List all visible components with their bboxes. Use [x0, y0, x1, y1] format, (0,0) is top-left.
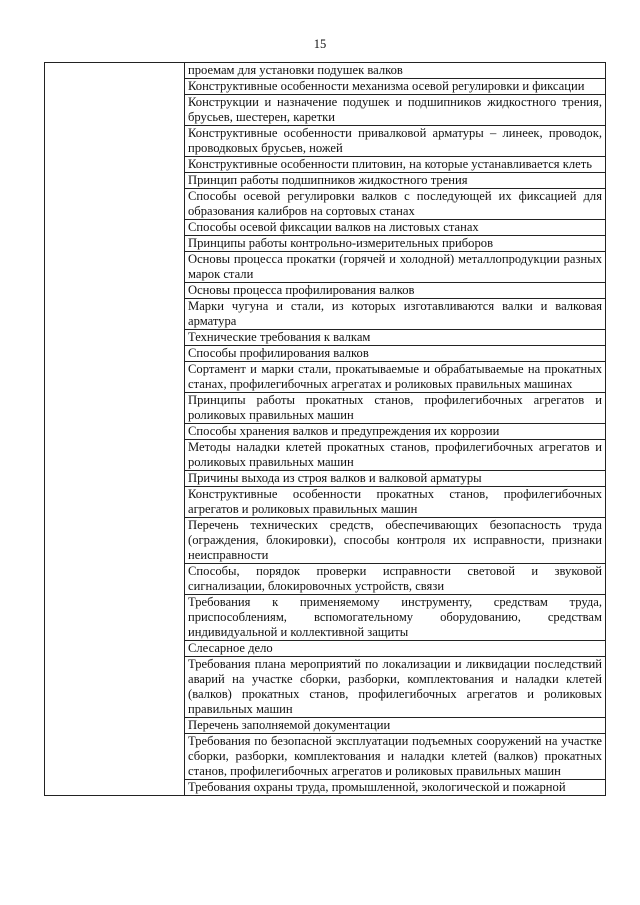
requirement-cell: Принцип работы подшипников жидкостного трения [185, 173, 606, 189]
page-number: 15 [313, 37, 327, 51]
empty-left-column-cell [45, 63, 185, 796]
requirement-cell: Конструктивные особенности механизма осевой регулировки и фиксации [185, 79, 606, 95]
requirement-cell: Перечень заполняемой документации [185, 718, 606, 734]
requirement-cell: Способы осевой регулировки валков с последующей их фиксацией для образования калибров на сортовых станах [185, 189, 606, 220]
requirement-cell: Конструкции и назначение подушек и подшипников жидкостного трения, брусьев, шестерен, каретки [185, 95, 606, 126]
requirement-cell: Конструктивные особенности плитовин, на которые устанавливается клеть [185, 157, 606, 173]
requirement-cell: Конструктивные особенности прокатных станов, профилегибочных агрегатов и роликовых правильных машин [185, 487, 606, 518]
requirement-cell: Принципы работы прокатных станов, профилегибочных агрегатов и роликовых правильных машин [185, 393, 606, 424]
requirement-cell: Причины выхода из строя валков и валковой арматуры [185, 471, 606, 487]
requirement-cell: Слесарное дело [185, 641, 606, 657]
requirement-cell: Марки чугуна и стали, из которых изготавливаются валки и валковая арматура [185, 299, 606, 330]
requirement-cell: Способы, порядок проверки исправности световой и звуковой сигнализации, блокировочных устройств, связи [185, 564, 606, 595]
requirement-cell: Основы процесса профилирования валков [185, 283, 606, 299]
requirement-cell: Требования по безопасной эксплуатации подъемных сооружений на участке сборки, разборки, комплектования и наладки клетей (валков) прокатных станов, профилегибочных агрегатов и роликовых правильных машин [185, 734, 606, 780]
requirement-cell: Способы хранения валков и предупреждения их коррозии [185, 424, 606, 440]
requirement-cell: Технические требования к валкам [185, 330, 606, 346]
requirement-cell: Требования плана мероприятий по локализации и ликвидации последствий аварий на участке сборки, разборки, комплектования и наладки клетей (валков) прокатных станов, профилегибочных агрегатов и роликовых правильных машин [185, 657, 606, 718]
requirement-cell: проемам для установки подушек валков [185, 63, 606, 79]
requirement-cell: Принципы работы контрольно-измерительных приборов [185, 236, 606, 252]
requirement-cell: Требования к применяемому инструменту, средствам труда, приспособлениям, вспомогательному оборудованию, средствам индивидуальной и коллективной защиты [185, 595, 606, 641]
requirement-cell: Конструктивные особенности привалковой арматуры – линеек, проводок, проводковых брусьев, ножей [185, 126, 606, 157]
knowledge-table [44, 62, 606, 796]
table-row [45, 63, 606, 79]
requirement-cell: Способы профилирования валков [185, 346, 606, 362]
requirement-cell: Сортамент и марки стали, прокатываемые и обрабатываемые на прокатных станах, профилегибочных агрегатах и роликовых правильных машинах [185, 362, 606, 393]
requirement-cell: Основы процесса прокатки (горячей и холодной) металлопродукции разных марок стали [185, 252, 606, 283]
knowledge-table-body [45, 63, 606, 796]
requirement-cell: Требования охраны труда, промышленной, экологической и пожарной [185, 780, 606, 796]
requirement-cell: Перечень технических средств, обеспечивающих безопасность труда (ограждения, блокировки), способы контроля их исправности, признаки неисправности [185, 518, 606, 564]
requirement-cell: Методы наладки клетей прокатных станов, профилегибочных агрегатов и роликовых правильных машин [185, 440, 606, 471]
requirement-cell: Способы осевой фиксации валков на листовых станах [185, 220, 606, 236]
